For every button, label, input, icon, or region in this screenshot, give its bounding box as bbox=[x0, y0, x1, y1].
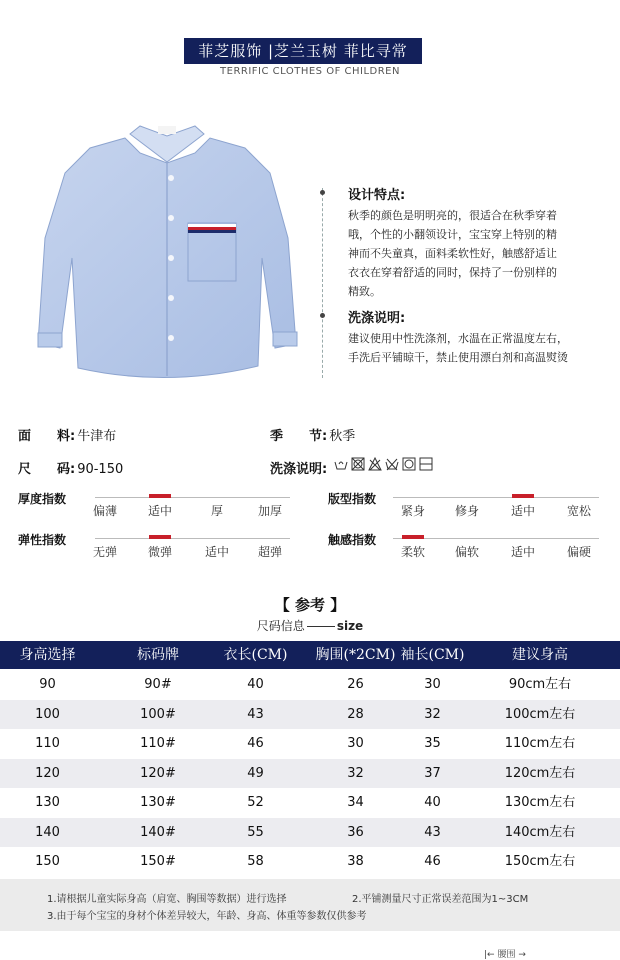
scale-option: 适中 bbox=[510, 545, 535, 559]
table-cell: 110cm左右 bbox=[504, 736, 576, 751]
bullet-dot bbox=[320, 313, 325, 318]
table-cell: 43 bbox=[247, 706, 264, 722]
scale-option: 适中 bbox=[510, 504, 535, 518]
feature-divider bbox=[322, 188, 323, 378]
wash-title: 洗涤说明: bbox=[348, 311, 406, 326]
scale-option: 宽松 bbox=[566, 504, 591, 518]
table-cell: 120 bbox=[35, 765, 60, 781]
season-attr: 季 节: 秋季 bbox=[270, 429, 356, 444]
scale-option: 加厚 bbox=[257, 504, 282, 518]
table-cell: 130# bbox=[140, 795, 176, 810]
scale-label: 弹性指数 bbox=[18, 533, 67, 547]
table-cell: 32 bbox=[424, 706, 441, 722]
scale-option: 修身 bbox=[454, 504, 479, 518]
hand-wash-icon bbox=[334, 457, 348, 471]
scale-option: 偏薄 bbox=[92, 504, 117, 518]
table-cell: 36 bbox=[347, 824, 364, 840]
scale-option: 柔软 bbox=[400, 545, 425, 559]
table-header-cell: 胸围(*2CM) bbox=[315, 647, 396, 663]
table-row bbox=[0, 729, 620, 758]
table-cell: 38 bbox=[347, 854, 364, 869]
no-bleach-icon bbox=[368, 457, 382, 471]
table-cell: 90 bbox=[39, 677, 56, 692]
scale-option: 适中 bbox=[204, 545, 229, 559]
table-row bbox=[0, 700, 620, 729]
table-cell: 49 bbox=[247, 765, 264, 781]
table-row bbox=[0, 670, 620, 699]
wash-attr: 洗涤说明: bbox=[270, 462, 328, 477]
table-cell: 140 bbox=[35, 824, 60, 840]
table-cell: 40 bbox=[424, 795, 441, 810]
no-dry-clean-icon bbox=[385, 457, 399, 471]
reference-subtitle: 尺码信息 size bbox=[256, 619, 364, 633]
shirt-image bbox=[30, 118, 305, 398]
wash-icon-row bbox=[334, 457, 433, 471]
table-cell: 26 bbox=[347, 677, 364, 692]
design-description: 秋季的颜色是明明亮的，很适合在秋季穿着 哦，个性的小翻领设计，宝宝穿上特别的精 神而不失童真，面料柔软性好，触感舒适让 衣衣在穿着舒适的同时，保持了一份别样的 精致。 bbox=[348, 209, 557, 298]
scale-option: 偏硬 bbox=[566, 545, 591, 559]
table-row bbox=[0, 847, 620, 876]
fabric-attr: 面 料: 牛津布 bbox=[18, 429, 117, 444]
table-cell: 34 bbox=[347, 795, 364, 810]
table-cell: 43 bbox=[424, 824, 441, 840]
table-cell: 40 bbox=[247, 677, 264, 692]
design-title: 设计特点: bbox=[348, 188, 406, 203]
size-attr: 尺 码: 90-150 bbox=[18, 462, 124, 477]
scale-option: 无弹 bbox=[92, 545, 117, 559]
table-cell: 46 bbox=[424, 854, 441, 869]
scale-label: 版型指数 bbox=[328, 492, 377, 506]
table-cell: 110 bbox=[35, 736, 60, 751]
table-cell: 100# bbox=[140, 706, 176, 722]
scale-option: 适中 bbox=[147, 504, 172, 518]
table-header-cell: 袖长(CM) bbox=[400, 647, 465, 663]
table-cell: 150# bbox=[140, 854, 176, 869]
table-cell: 140cm左右 bbox=[504, 824, 576, 840]
scale-option: 微弹 bbox=[147, 545, 172, 559]
scale-label: 厚度指数 bbox=[18, 492, 67, 506]
table-cell: 30 bbox=[424, 677, 441, 692]
table-header-cell: 身高选择 bbox=[19, 647, 76, 663]
table-cell: 55 bbox=[247, 824, 264, 840]
bullet-dot bbox=[320, 190, 325, 195]
scale-option: 厚 bbox=[210, 504, 223, 518]
scale-track bbox=[95, 538, 290, 539]
table-cell: 140# bbox=[140, 824, 176, 840]
table-header-cell: 建议身高 bbox=[512, 647, 568, 663]
table-header-cell: 衣长(CM) bbox=[223, 647, 288, 663]
table-cell: 46 bbox=[247, 736, 264, 751]
table-cell: 120cm左右 bbox=[504, 765, 576, 781]
note-1: 1.请根据儿童实际身高（肩宽、胸围等数据）进行选择 bbox=[47, 894, 287, 905]
scale-selected-marker bbox=[149, 535, 171, 539]
dry-icon bbox=[402, 457, 416, 471]
scale-label: 触感指数 bbox=[328, 533, 377, 547]
table-cell: 28 bbox=[347, 706, 364, 722]
table-cell: 100 bbox=[35, 706, 60, 722]
table-cell: 130cm左右 bbox=[504, 795, 576, 810]
table-cell: 130 bbox=[35, 795, 60, 810]
note-3: 3.由于每个宝宝的身材个体差异较大，年龄、身高、体重等参数仅供参考 bbox=[47, 911, 367, 922]
table-cell: 90# bbox=[144, 677, 172, 692]
scale-selected-marker bbox=[149, 494, 171, 498]
scale-option: 紧身 bbox=[400, 504, 425, 518]
table-cell: 37 bbox=[424, 765, 441, 781]
wash-description: 建议使用中性洗涤剂，水温在正常温度左右， 手洗后平铺晾干，禁止使用漂白剂和高温熨烫 bbox=[348, 332, 568, 364]
table-row bbox=[0, 818, 620, 847]
table-row bbox=[0, 759, 620, 788]
scale-selected-marker bbox=[402, 535, 424, 539]
table-header-cell: 标码牌 bbox=[137, 647, 179, 663]
brand-tagline: TERRIFIC CLOTHES OF CHILDREN bbox=[220, 66, 400, 77]
flat-dry-icon bbox=[419, 457, 433, 471]
table-cell: 32 bbox=[347, 765, 364, 781]
table-cell: 150 bbox=[35, 854, 60, 869]
reference-title: 【 参考 】 bbox=[274, 596, 346, 614]
note-2: 2.平铺测量尺寸正常误差范围为1~3CM bbox=[352, 894, 529, 905]
table-cell: 110# bbox=[140, 736, 176, 751]
table-cell: 58 bbox=[247, 854, 264, 869]
scale-track bbox=[393, 497, 599, 498]
table-row bbox=[0, 788, 620, 817]
scale-option: 超弹 bbox=[257, 545, 282, 559]
brand-banner: 菲芝服饰 |芝兰玉树 菲比寻常 bbox=[184, 38, 422, 64]
scale-option: 偏软 bbox=[454, 545, 479, 559]
table-cell: 52 bbox=[247, 795, 264, 810]
no-tumble-dry-icon bbox=[351, 457, 365, 471]
size-table-header bbox=[0, 641, 620, 669]
table-cell: 150cm左右 bbox=[504, 854, 576, 869]
waist-label: |← 腰围 → bbox=[484, 950, 526, 960]
table-cell: 90cm左右 bbox=[508, 677, 572, 692]
scale-selected-marker bbox=[512, 494, 534, 498]
scale-track bbox=[95, 497, 290, 498]
table-cell: 120# bbox=[140, 765, 176, 781]
table-cell: 100cm左右 bbox=[504, 706, 576, 722]
table-cell: 35 bbox=[424, 736, 441, 751]
notes-box bbox=[0, 879, 620, 931]
table-cell: 30 bbox=[347, 736, 364, 751]
